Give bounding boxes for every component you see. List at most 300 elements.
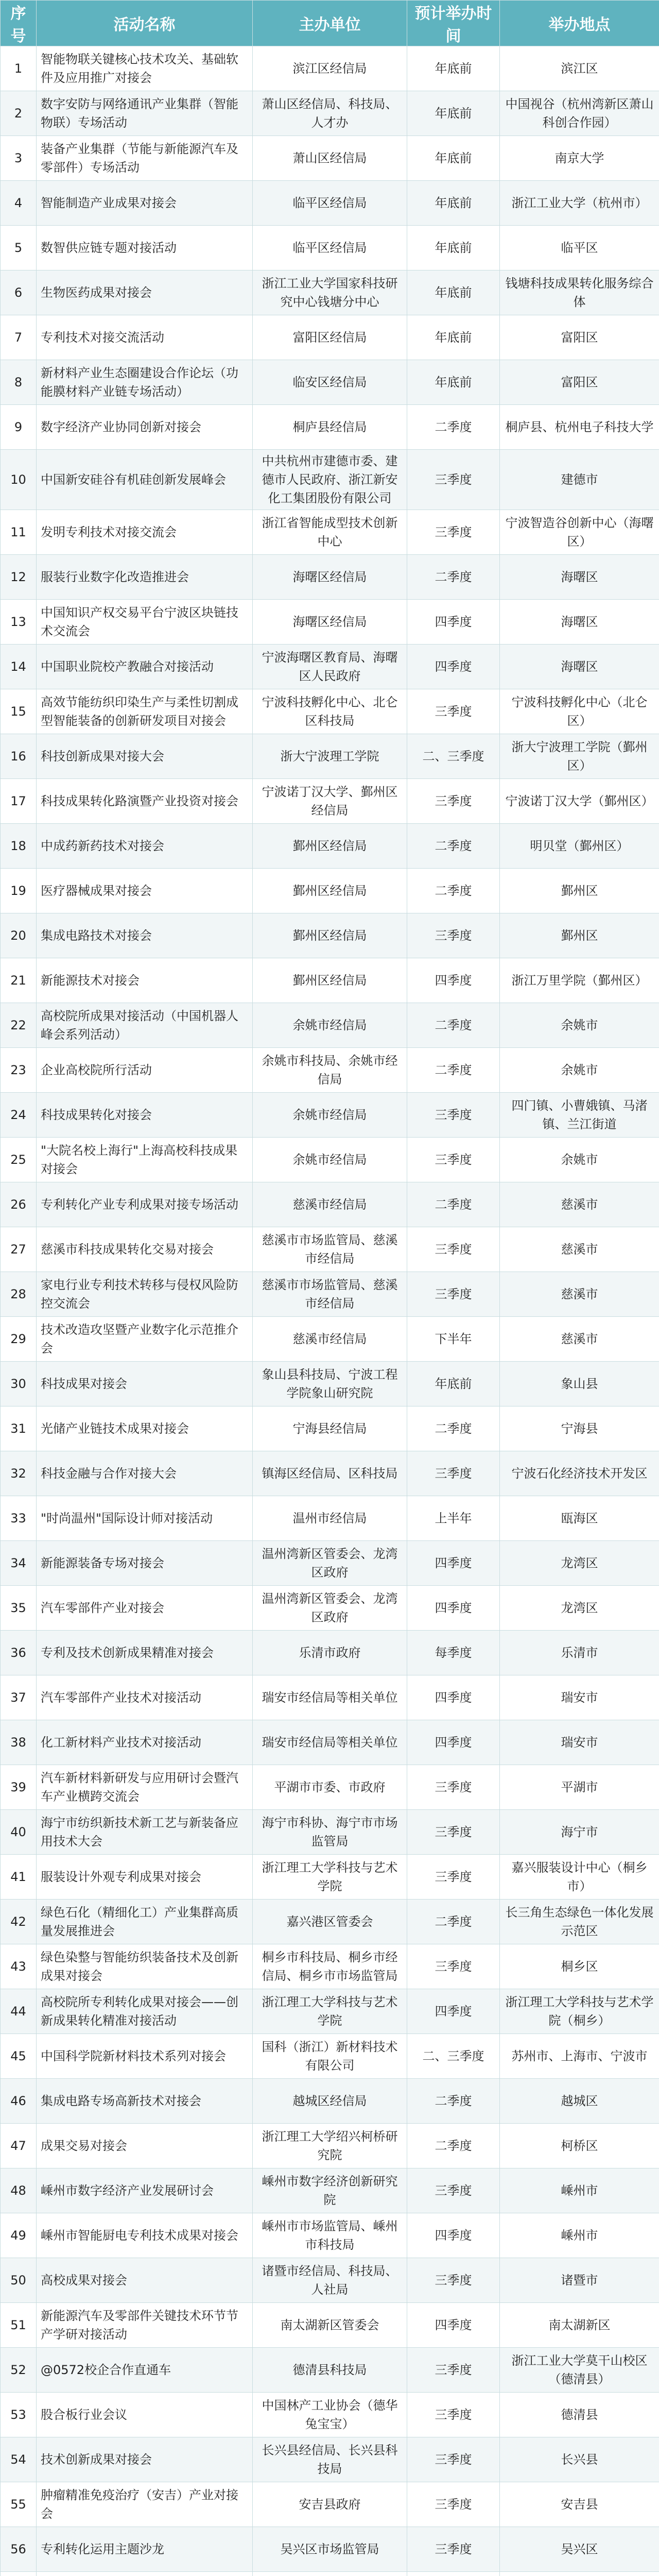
cell-event-name: "时尚温州"国际设计师对接活动 — [37, 1496, 253, 1541]
cell-organizer: 国科（浙江）新材料技术有限公司 — [253, 2034, 407, 2079]
cell-index: 51 — [1, 2303, 37, 2348]
cell-scheduled-time: 四季度 — [407, 1586, 500, 1631]
cell-index: 36 — [1, 1631, 37, 1675]
cell-event-name: 服装设计外观专利成果对接会 — [37, 1855, 253, 1900]
cell-organizer: 象山县科技局、宁波工程学院象山研究院 — [253, 1362, 407, 1406]
cell-index: 18 — [1, 824, 37, 869]
cell-location: 富阳区 — [500, 360, 659, 405]
cell-index: 6 — [1, 270, 37, 315]
cell-location: 龙湾区 — [500, 1586, 659, 1631]
cell-event-name: "大院名校上海行"上海高校科技成果对接会 — [37, 1138, 253, 1182]
cell-scheduled-time: 每季度 — [407, 1631, 500, 1675]
table-row — [1, 2572, 659, 2576]
cell-organizer: 富阳区经信局 — [253, 315, 407, 360]
cell-event-name: 股合板行业会议 — [37, 2393, 253, 2437]
cell-organizer: 余姚市经信局 — [253, 1093, 407, 1138]
cell-index: 21 — [1, 958, 37, 1003]
table-row — [1, 1765, 659, 1810]
cell-index: 26 — [1, 1182, 37, 1227]
cell-scheduled-time: 二季度 — [407, 1900, 500, 1944]
cell-index: 50 — [1, 2258, 37, 2303]
cell-location: 滨江区 — [500, 46, 659, 91]
table-row — [1, 1227, 659, 1272]
cell-scheduled-time: 三季度 — [407, 1227, 500, 1272]
cell-event-name: 发明专利技术对接交流会 — [37, 510, 253, 555]
cell-location: 长兴县 — [500, 2437, 659, 2482]
cell-organizer: 平湖市市委、市政府 — [253, 1765, 407, 1810]
cell-event-name: 智能物联关键核心技术攻关、基础软件及应用推广对接会 — [37, 46, 253, 91]
cell-index: 12 — [1, 555, 37, 600]
table-row — [1, 1586, 659, 1631]
cell-organizer: 吴兴区市场监管局 — [253, 2527, 407, 2572]
cell-scheduled-time: 三季度 — [407, 510, 500, 555]
cell-organizer: 滨江区经信局 — [253, 46, 407, 91]
cell-scheduled-time: 三季度 — [407, 1093, 500, 1138]
cell-event-name: 高校院所专利转化成果对接会——创新成果转化精准对接活动 — [37, 1989, 253, 2034]
table-row — [1, 2348, 659, 2393]
table-row — [1, 1093, 659, 1138]
cell-organizer: 余姚市科技局、余姚市经信局 — [253, 1048, 407, 1093]
cell-event-name — [37, 2572, 253, 2576]
cell-event-name: 肿瘤精准免疫治疗（安吉）产业对接会 — [37, 2482, 253, 2527]
cell-index: 44 — [1, 1989, 37, 2034]
cell-event-name: 医疗器械成果对接会 — [37, 869, 253, 913]
table-row — [1, 1272, 659, 1317]
cell-location: 桐乡区 — [500, 1944, 659, 1989]
cell-organizer: 萧山区经信局、科技局、人才办 — [253, 91, 407, 136]
cell-location: 富阳区 — [500, 315, 659, 360]
table-row — [1, 2303, 659, 2348]
cell-location: 余姚市 — [500, 1003, 659, 1048]
cell-event-name: 中国职业院校产教融合对接活动 — [37, 645, 253, 689]
cell-event-name: 光储产业链技术成果对接会 — [37, 1406, 253, 1451]
cell-event-name: 科技成果转化对接会 — [37, 1093, 253, 1138]
cell-scheduled-time: 三季度 — [407, 689, 500, 734]
cell-event-name: 慈溪市科技成果转化交易对接会 — [37, 1227, 253, 1272]
table-row — [1, 1541, 659, 1586]
cell-event-name: 新材料产业生态圈建设合作论坛（功能膜材料产业链专场活动） — [37, 360, 253, 405]
table-row — [1, 46, 659, 91]
table-row — [1, 2124, 659, 2168]
cell-location: 龙湾区 — [500, 1541, 659, 1586]
cell-location: 慈溪市 — [500, 1272, 659, 1317]
cell-location: 德清县 — [500, 2393, 659, 2437]
cell-scheduled-time: 三季度 — [407, 1944, 500, 1989]
cell-event-name: @0572校企合作直通车 — [37, 2348, 253, 2393]
table-row — [1, 315, 659, 360]
cell-event-name: 绿色石化（精细化工）产业集群高质量发展推进会 — [37, 1900, 253, 1944]
cell-organizer: 余姚市经信局 — [253, 1138, 407, 1182]
cell-index: 22 — [1, 1003, 37, 1048]
cell-index: 56 — [1, 2527, 37, 2572]
cell-location: 南京大学 — [500, 136, 659, 181]
cell-location: 乐清市 — [500, 1631, 659, 1675]
table-row — [1, 2482, 659, 2527]
cell-organizer: 鄞州区经信局 — [253, 824, 407, 869]
cell-index: 43 — [1, 1944, 37, 1989]
cell-event-name: 专利转化产业专利成果对接专场活动 — [37, 1182, 253, 1227]
table-row — [1, 913, 659, 958]
table-row — [1, 1944, 659, 1989]
cell-index: 31 — [1, 1406, 37, 1451]
cell-scheduled-time: 四季度 — [407, 1720, 500, 1765]
cell-scheduled-time — [407, 2572, 500, 2576]
cell-scheduled-time: 年底前 — [407, 315, 500, 360]
cell-scheduled-time: 四季度 — [407, 645, 500, 689]
cell-location: 柯桥区 — [500, 2124, 659, 2168]
cell-event-name: 海宁市纺织新技术新工艺与新装备应用技术大会 — [37, 1810, 253, 1855]
table-row — [1, 1855, 659, 1900]
cell-event-name: 新能源技术对接会 — [37, 958, 253, 1003]
cell-scheduled-time: 二季度 — [407, 1048, 500, 1093]
cell-organizer: 宁波诺丁汉大学、鄞州区经信局 — [253, 779, 407, 824]
cell-index — [1, 2572, 37, 2576]
cell-organizer: 慈溪市市场监管局、慈溪市经信局 — [253, 1272, 407, 1317]
cell-location: 宁波石化经济技术开发区 — [500, 1451, 659, 1496]
table-row — [1, 2437, 659, 2482]
cell-organizer: 慈溪市经信局 — [253, 1317, 407, 1362]
cell-index: 11 — [1, 510, 37, 555]
cell-event-name: 专利转化运用主题沙龙 — [37, 2527, 253, 2572]
table-row — [1, 2079, 659, 2124]
cell-organizer: 慈溪市经信局 — [253, 1182, 407, 1227]
header-organizer: 主办单位 — [253, 1, 407, 46]
cell-index: 4 — [1, 181, 37, 226]
cell-scheduled-time: 三季度 — [407, 2437, 500, 2482]
table-row — [1, 645, 659, 689]
table-row — [1, 1631, 659, 1675]
cell-event-name: 新能源装备专场对接会 — [37, 1541, 253, 1586]
cell-organizer: 慈溪市市场监管局、慈溪市经信局 — [253, 1227, 407, 1272]
cell-event-name: 高校院所成果对接活动（中国机器人峰会系列活动） — [37, 1003, 253, 1048]
cell-scheduled-time: 三季度 — [407, 2482, 500, 2527]
cell-organizer: 临平区经信局 — [253, 226, 407, 270]
cell-scheduled-time: 下半年 — [407, 1317, 500, 1362]
cell-organizer: 桐庐县经信局 — [253, 405, 407, 450]
table-row — [1, 181, 659, 226]
cell-event-name: 高效节能纺织印染生产与柔性切割成型智能装备的创新研发项目对接会 — [37, 689, 253, 734]
cell-organizer: 鄞州区经信局 — [253, 869, 407, 913]
cell-scheduled-time: 二季度 — [407, 2124, 500, 2168]
cell-index: 39 — [1, 1765, 37, 1810]
cell-location: 鄞州区 — [500, 913, 659, 958]
cell-scheduled-time: 三季度 — [407, 1272, 500, 1317]
cell-scheduled-time: 四季度 — [407, 2213, 500, 2258]
cell-event-name: 科技创新成果对接大会 — [37, 734, 253, 779]
cell-event-name: 服装行业数字化改造推进会 — [37, 555, 253, 600]
cell-scheduled-time: 年底前 — [407, 1362, 500, 1406]
cell-scheduled-time: 上半年 — [407, 1496, 500, 1541]
cell-location: 临平区 — [500, 226, 659, 270]
cell-location: 苏州市、上海市、宁波市 — [500, 2034, 659, 2079]
cell-event-name: 数字经济产业协同创新对接会 — [37, 405, 253, 450]
cell-event-name: 科技金融与合作对接大会 — [37, 1451, 253, 1496]
cell-scheduled-time: 三季度 — [407, 1138, 500, 1182]
cell-location: 宁海县 — [500, 1406, 659, 1451]
cell-location: 海曙区 — [500, 600, 659, 645]
cell-organizer: 宁波海曙区教育局、海曙区人民政府 — [253, 645, 407, 689]
cell-location: 南太湖新区 — [500, 2303, 659, 2348]
cell-index: 29 — [1, 1317, 37, 1362]
cell-organizer: 海曙区经信局 — [253, 600, 407, 645]
table-row — [1, 2213, 659, 2258]
cell-organizer: 余姚市经信局 — [253, 1003, 407, 1048]
cell-scheduled-time: 四季度 — [407, 1989, 500, 2034]
cell-location: 明贝堂（鄞州区） — [500, 824, 659, 869]
cell-location: 浙江工业大学（杭州市） — [500, 181, 659, 226]
cell-scheduled-time: 三季度 — [407, 2168, 500, 2213]
table-row — [1, 1451, 659, 1496]
table-row — [1, 869, 659, 913]
cell-location: 瑞安市 — [500, 1675, 659, 1720]
cell-index: 37 — [1, 1675, 37, 1720]
cell-index: 13 — [1, 600, 37, 645]
cell-location: 吴兴区 — [500, 2527, 659, 2572]
table-row — [1, 958, 659, 1003]
cell-index: 24 — [1, 1093, 37, 1138]
cell-organizer: 温州湾新区管委会、龙湾区政府 — [253, 1586, 407, 1631]
cell-scheduled-time: 三季度 — [407, 1765, 500, 1810]
cell-index: 2 — [1, 91, 37, 136]
cell-organizer: 浙江理工大学绍兴柯桥研究院 — [253, 2124, 407, 2168]
cell-location: 瑞安市 — [500, 1720, 659, 1765]
cell-organizer: 南太湖新区管委会 — [253, 2303, 407, 2348]
cell-organizer: 嵊州市市场监管局、嵊州市科技局 — [253, 2213, 407, 2258]
cell-event-name: 高校成果对接会 — [37, 2258, 253, 2303]
cell-scheduled-time: 三季度 — [407, 2393, 500, 2437]
cell-event-name: 企业高校院所行活动 — [37, 1048, 253, 1093]
cell-location: 中国视谷（杭州湾新区萧山科创合作园） — [500, 91, 659, 136]
table-row — [1, 450, 659, 510]
table-row — [1, 824, 659, 869]
cell-index: 8 — [1, 360, 37, 405]
cell-organizer: 嵊州市数字经济创新研究院 — [253, 2168, 407, 2213]
table-row — [1, 1496, 659, 1541]
cell-location: 嵊州市 — [500, 2168, 659, 2213]
cell-event-name: 汽车零部件产业技术对接活动 — [37, 1675, 253, 1720]
cell-index: 35 — [1, 1586, 37, 1631]
cell-index: 48 — [1, 2168, 37, 2213]
cell-organizer: 宁波科技孵化中心、北仑区科技局 — [253, 689, 407, 734]
table-row — [1, 734, 659, 779]
cell-index: 17 — [1, 779, 37, 824]
cell-organizer: 鄞州区经信局 — [253, 913, 407, 958]
cell-index: 40 — [1, 1810, 37, 1855]
cell-index: 41 — [1, 1855, 37, 1900]
table-row — [1, 1675, 659, 1720]
cell-organizer: 桐乡市科技局、桐乡市经信局、桐乡市市场监管局 — [253, 1944, 407, 1989]
table-row — [1, 1182, 659, 1227]
cell-scheduled-time: 年底前 — [407, 181, 500, 226]
cell-location: 瓯海区 — [500, 1496, 659, 1541]
cell-organizer: 瑞安市经信局等相关单位 — [253, 1720, 407, 1765]
cell-index: 16 — [1, 734, 37, 779]
table-row — [1, 1003, 659, 1048]
cell-event-name: 专利技术对接交流活动 — [37, 315, 253, 360]
table-header-row — [1, 1, 659, 46]
header-index: 序号 — [1, 1, 37, 46]
table-row — [1, 270, 659, 315]
cell-event-name: 成果交易对接会 — [37, 2124, 253, 2168]
cell-event-name: 中国知识产权交易平台宁波区块链技术交流会 — [37, 600, 253, 645]
cell-organizer: 乐清市政府 — [253, 1631, 407, 1675]
cell-location: 宁波诺丁汉大学（鄞州区） — [500, 779, 659, 824]
cell-scheduled-time: 二季度 — [407, 824, 500, 869]
cell-event-name: 集成电路专场高新技术对接会 — [37, 2079, 253, 2124]
table-row — [1, 2393, 659, 2437]
cell-index: 20 — [1, 913, 37, 958]
cell-location: 安吉县 — [500, 2482, 659, 2527]
cell-scheduled-time: 四季度 — [407, 1541, 500, 1586]
cell-event-name: 中成药新药技术对接会 — [37, 824, 253, 869]
table-row — [1, 2258, 659, 2303]
cell-scheduled-time: 年底前 — [407, 136, 500, 181]
cell-scheduled-time: 四季度 — [407, 600, 500, 645]
table-row — [1, 510, 659, 555]
cell-index: 25 — [1, 1138, 37, 1182]
cell-scheduled-time: 四季度 — [407, 2303, 500, 2348]
cell-index: 7 — [1, 315, 37, 360]
cell-event-name: 装备产业集群（节能与新能源汽车及零部件）专场活动 — [37, 136, 253, 181]
cell-scheduled-time: 年底前 — [407, 46, 500, 91]
cell-event-name: 专利及技术创新成果精准对接会 — [37, 1631, 253, 1675]
table-row — [1, 1900, 659, 1944]
cell-index: 30 — [1, 1362, 37, 1406]
cell-location: 嘉兴服装设计中心（桐乡市） — [500, 1855, 659, 1900]
cell-event-name: 科技成果转化路演暨产业投资对接会 — [37, 779, 253, 824]
cell-organizer: 浙江工业大学国家科技研究中心钱塘分中心 — [253, 270, 407, 315]
cell-index: 38 — [1, 1720, 37, 1765]
header-scheduled-time: 预计举办时间 — [407, 1, 500, 46]
cell-index: 53 — [1, 2393, 37, 2437]
cell-index: 1 — [1, 46, 37, 91]
cell-index: 28 — [1, 1272, 37, 1317]
table-row — [1, 1810, 659, 1855]
cell-organizer: 嘉兴港区管委会 — [253, 1900, 407, 1944]
cell-organizer: 温州湾新区管委会、龙湾区政府 — [253, 1541, 407, 1586]
cell-organizer: 临平区经信局 — [253, 181, 407, 226]
cell-organizer: 鄞州区经信局 — [253, 958, 407, 1003]
table-row — [1, 1362, 659, 1406]
cell-scheduled-time: 二季度 — [407, 1182, 500, 1227]
cell-event-name: 汽车零部件产业对接会 — [37, 1586, 253, 1631]
cell-event-name: 家电行业专利技术转移与侵权风险防控交流会 — [37, 1272, 253, 1317]
cell-event-name: 汽车新材料新研发与应用研讨会暨汽车产业横跨交流会 — [37, 1765, 253, 1810]
table-row — [1, 405, 659, 450]
table-row — [1, 1989, 659, 2034]
cell-organizer: 德清县科技局 — [253, 2348, 407, 2393]
cell-scheduled-time: 年底前 — [407, 91, 500, 136]
cell-scheduled-time: 三季度 — [407, 913, 500, 958]
cell-event-name: 嵊州市智能厨电专利技术成果对接会 — [37, 2213, 253, 2258]
cell-location: 浙江工业大学莫干山校区（德清县） — [500, 2348, 659, 2393]
cell-organizer: 浙江省智能成型技术创新中心 — [253, 510, 407, 555]
cell-organizer: 海宁市科协、海宁市市场监管局 — [253, 1810, 407, 1855]
cell-organizer: 诸暨市经信局、科技局、人社局 — [253, 2258, 407, 2303]
cell-organizer: 温州市经信局 — [253, 1496, 407, 1541]
cell-scheduled-time: 二季度 — [407, 1406, 500, 1451]
cell-location: 宁波科技孵化中心（北仑区） — [500, 689, 659, 734]
cell-organizer: 中国林产工业协会（德华兔宝宝） — [253, 2393, 407, 2437]
cell-organizer: 瑞安市经信局等相关单位 — [253, 1675, 407, 1720]
table-row — [1, 555, 659, 600]
cell-organizer: 萧山区经信局 — [253, 136, 407, 181]
cell-location: 诸暨市 — [500, 2258, 659, 2303]
table-row — [1, 2527, 659, 2572]
cell-index: 14 — [1, 645, 37, 689]
cell-scheduled-time: 二、三季度 — [407, 734, 500, 779]
cell-location: 浙江万里学院（鄞州区） — [500, 958, 659, 1003]
cell-event-name: 生物医药成果对接会 — [37, 270, 253, 315]
cell-location: 慈溪市 — [500, 1182, 659, 1227]
cell-index: 54 — [1, 2437, 37, 2482]
cell-organizer: 浙江理工大学科技与艺术学院 — [253, 1989, 407, 2034]
cell-scheduled-time: 年底前 — [407, 226, 500, 270]
cell-location: 浙大宁波理工学院（鄞州区） — [500, 734, 659, 779]
cell-organizer: 浙江理工大学科技与艺术学院 — [253, 1855, 407, 1900]
cell-location: 平湖市 — [500, 1765, 659, 1810]
cell-scheduled-time: 四季度 — [407, 958, 500, 1003]
cell-location: 建德市 — [500, 450, 659, 510]
table-row — [1, 360, 659, 405]
cell-organizer: 宁海县经信局 — [253, 1406, 407, 1451]
table-row — [1, 689, 659, 734]
cell-organizer: 越城区经信局 — [253, 2079, 407, 2124]
cell-location: 越城区 — [500, 2079, 659, 2124]
cell-location: 桐庐县、杭州电子科技大学 — [500, 405, 659, 450]
cell-index: 5 — [1, 226, 37, 270]
table-row — [1, 600, 659, 645]
cell-scheduled-time: 三季度 — [407, 1810, 500, 1855]
cell-location: 鄞州区 — [500, 869, 659, 913]
cell-event-name: 技术改造攻坚暨产业数字化示范推介会 — [37, 1317, 253, 1362]
cell-index: 9 — [1, 405, 37, 450]
cell-organizer: 安吉县政府 — [253, 2482, 407, 2527]
cell-index: 32 — [1, 1451, 37, 1496]
cell-index: 15 — [1, 689, 37, 734]
cell-event-name: 嵊州市数字经济产业发展研讨会 — [37, 2168, 253, 2213]
cell-location: 嵊州市 — [500, 2213, 659, 2258]
cell-scheduled-time: 四季度 — [407, 1675, 500, 1720]
cell-organizer: 中共杭州市建德市委、建德市人民政府、浙江新安化工集团股份有限公司 — [253, 450, 407, 510]
table-row — [1, 91, 659, 136]
cell-scheduled-time: 二季度 — [407, 869, 500, 913]
cell-scheduled-time: 三季度 — [407, 1855, 500, 1900]
cell-scheduled-time: 二季度 — [407, 2079, 500, 2124]
cell-organizer: 长兴县经信局、长兴县科技局 — [253, 2437, 407, 2482]
cell-event-name: 技术创新成果对接会 — [37, 2437, 253, 2482]
table-row — [1, 779, 659, 824]
cell-event-name: 化工新材料产业技术对接活动 — [37, 1720, 253, 1765]
cell-location: 钱塘科技成果转化服务综合体 — [500, 270, 659, 315]
cell-event-name: 新能源汽车及零部件关键技术环节节产学研对接活动 — [37, 2303, 253, 2348]
cell-scheduled-time: 三季度 — [407, 2348, 500, 2393]
cell-scheduled-time: 二季度 — [407, 1003, 500, 1048]
table-row — [1, 136, 659, 181]
cell-scheduled-time: 二、三季度 — [407, 2034, 500, 2079]
cell-location — [500, 2572, 659, 2576]
cell-location: 长三角生态绿色一体化发展示范区 — [500, 1900, 659, 1944]
cell-event-name: 数智供应链专题对接活动 — [37, 226, 253, 270]
cell-event-name: 中国科学院新材料技术系列对接会 — [37, 2034, 253, 2079]
table-body — [1, 46, 659, 2576]
cell-location: 海宁市 — [500, 1810, 659, 1855]
cell-organizer: 海曙区经信局 — [253, 555, 407, 600]
cell-scheduled-time: 二季度 — [407, 405, 500, 450]
table-row — [1, 2034, 659, 2079]
cell-scheduled-time: 三季度 — [407, 779, 500, 824]
cell-organizer — [253, 2572, 407, 2576]
